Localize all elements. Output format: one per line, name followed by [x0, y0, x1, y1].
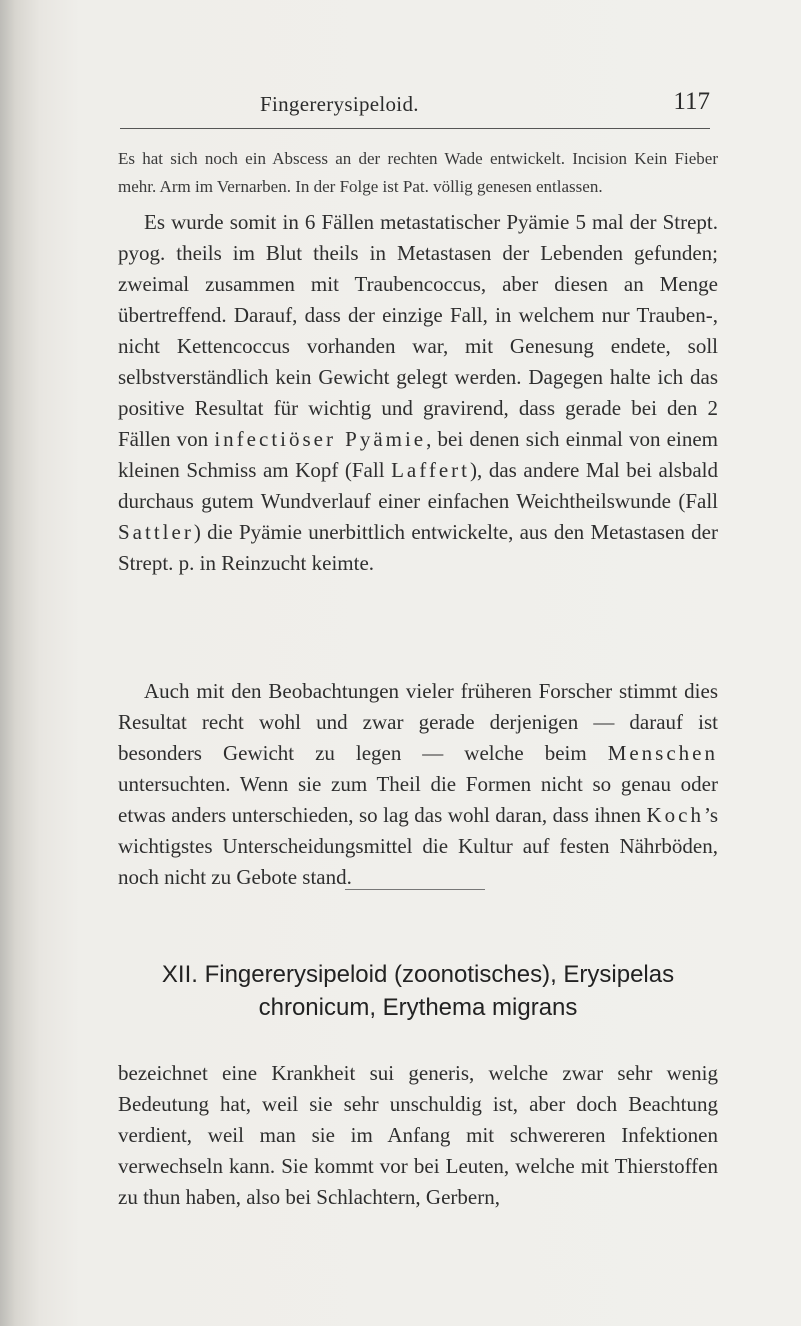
section-heading	[118, 958, 718, 1024]
text-run: ’s wichtigstes Unterscheidungsmittel die Kultur auf festen Nährböden, noch nicht zu Gebote stand.	[118, 803, 718, 889]
text-run: ) die Pyämie unerbittlich entwickelte, aus den Metastasen der Strept. p. in Reinzucht keimte.	[118, 520, 718, 575]
heading-line: chronicum, Erythema migrans	[258, 994, 578, 1021]
paragraph-pyaemie	[118, 207, 718, 579]
spaced-term: infectiöser Pyämie	[214, 427, 427, 451]
heading-line: XII. Fingererysipeloid (zoonotisches), Erysipelas	[161, 961, 675, 988]
paragraph-forscher	[118, 676, 718, 893]
spaced-name: Sattler	[118, 520, 194, 544]
case-note: Es hat sich noch ein Abscess an der rechten Wade entwickelt. Incision Kein Fieber mehr. Arm im Vernarben. In der Folge ist Pat. völlig genesen entlassen.	[118, 149, 718, 196]
page-number: 117	[673, 88, 710, 115]
text-run: ), das andere Mal bei alsbald durchaus gutem Wundverlauf einer einfachen Weichtheilswunde (Fall	[118, 458, 718, 513]
spaced-name: Laffert	[391, 458, 471, 482]
text-run: Es wurde somit in 6 Fällen metastatischer Pyämie 5 mal der Strept. pyog. theils im Blut theils in Metastasen der Lebenden gefunden; zweimal zusammen mit Traubencoccus, aber diesen an Menge übertreffend. Darauf, dass der einzige Fall, in welchem nur Trauben-, nicht Kettencoccus vorhanden war, mit Genesung endete, soll selbstverständlich kein Gewicht gelegt werden. Dagegen halte ich das positive Resultat für wichtig und gravirend, dass gerade bei den 2 Fällen von	[118, 210, 718, 451]
text-run: Auch mit den Beobachtungen vieler früheren Forscher stimmt dies Resultat recht wohl und zwar gerade derjenigen — darauf ist besonders Gewicht zu legen — welche beim	[118, 679, 718, 765]
spaced-term: Menschen	[607, 741, 718, 765]
text-run: , bei denen sich einmal von einem kleinen Schmiss am Kopf (Fall	[118, 427, 718, 482]
page-header	[120, 88, 710, 129]
running-title: Fingererysipeloid.	[260, 92, 419, 116]
spaced-name: Koch	[646, 803, 704, 827]
paragraph-erysipeloid	[118, 1058, 718, 1213]
paragraph-text: bezeichnet eine Krankheit sui generis, welche zwar sehr wenig Bedeutung hat, weil sie sehr unschuldig ist, aber doch Beachtung verdient, weil man sie im Anfang mit schwereren Infektionen verwechseln kann. Sie kommt vor bei Leuten, welche mit Thierstoffen zu thun haben, also bei Schlachtern, Gerbern,	[118, 1061, 718, 1209]
section-divider	[345, 889, 485, 890]
text-run: untersuchten. Wenn sie zum Theil die Formen nicht so genau oder etwas anders unterschieden, so lag das wohl daran, dass ihnen	[118, 772, 718, 827]
